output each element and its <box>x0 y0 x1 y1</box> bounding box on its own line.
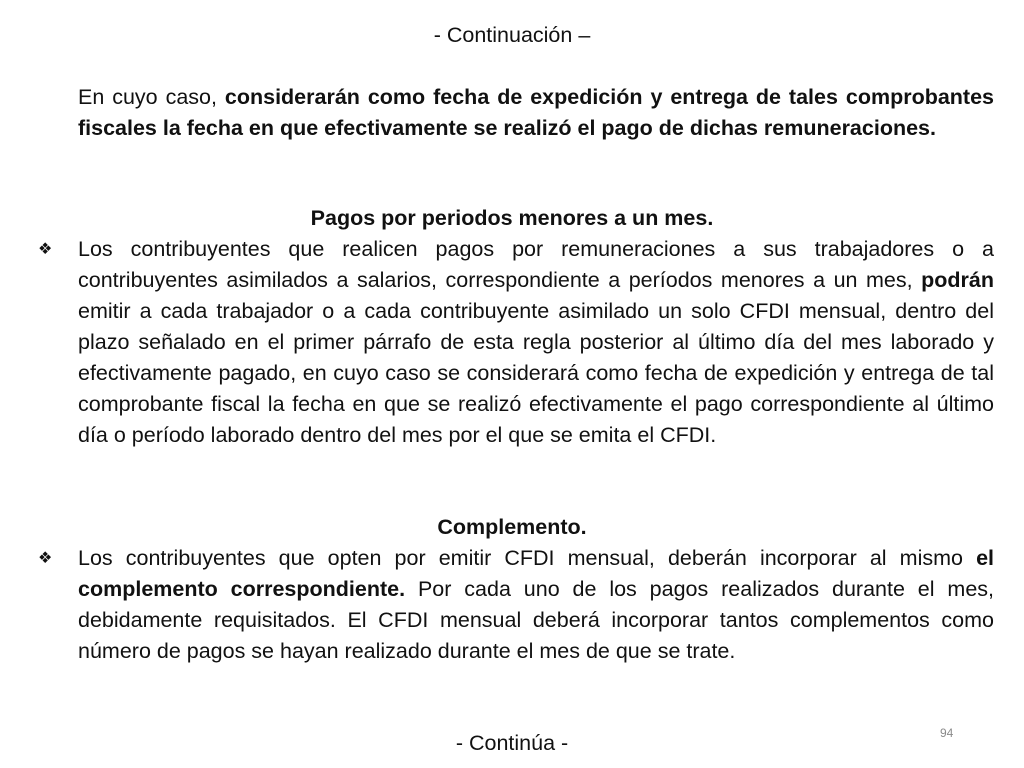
intro-prefix: En cuyo caso, <box>78 85 225 109</box>
section2-text-b: Por cada uno de los pagos realizados durante el mes, debidamente requisitados. El CFDI mensual deberá incorporar tantos complementos como número de pagos se hayan realizado durante el mes de que se trate. <box>78 577 995 663</box>
diamond-bullet-icon: ❖ <box>38 550 53 567</box>
section2-bold-text: el complemento correspondiente. <box>78 546 994 601</box>
section-heading-pagos: Pagos por periodos menores a un mes. <box>310 206 714 230</box>
intro-bold-text: considerarán como fecha de expedición y entrega de tales comprobantes fiscales la fecha en que efectivamente se realizó el pago de dichas remuneraciones. <box>78 85 995 140</box>
section1-bold-text: podrán <box>921 268 994 292</box>
continuation-bottom-note: - Continúa - <box>455 731 569 755</box>
page-number: 94 <box>940 726 954 740</box>
section1-paragraph <box>78 234 994 451</box>
diamond-bullet-icon: ❖ <box>38 241 53 258</box>
section1-text-b: emitir a cada trabajador o a cada contribuyente asimilado un solo CFDI mensual, dentro del plazo señalado en el primer párrafo de esta regla posterior al último día del mes laborado y efectivamente pagado, en cuyo caso se considerará como fecha de expedición y entrega de tal comprobante fiscal la fecha en que se realizó efectivamente el pago correspondiente al último día o período laborado dentro del mes por el que se emita el CFDI. <box>78 299 994 447</box>
intro-paragraph <box>78 82 994 144</box>
continuation-top-note: - Continuación – <box>433 23 591 47</box>
section1-text-a: Los contribuyentes que realicen pagos por remuneraciones a sus trabajadores o a contribuyentes asimilados a salarios, correspondiente a períodos menores a un mes, <box>78 237 994 292</box>
section2-paragraph <box>78 543 994 667</box>
section2-text-a: Los contribuyentes que opten por emitir CFDI mensual, deberán incorporar al mismo <box>78 546 977 570</box>
section-heading-complemento: Complemento. <box>437 515 587 539</box>
